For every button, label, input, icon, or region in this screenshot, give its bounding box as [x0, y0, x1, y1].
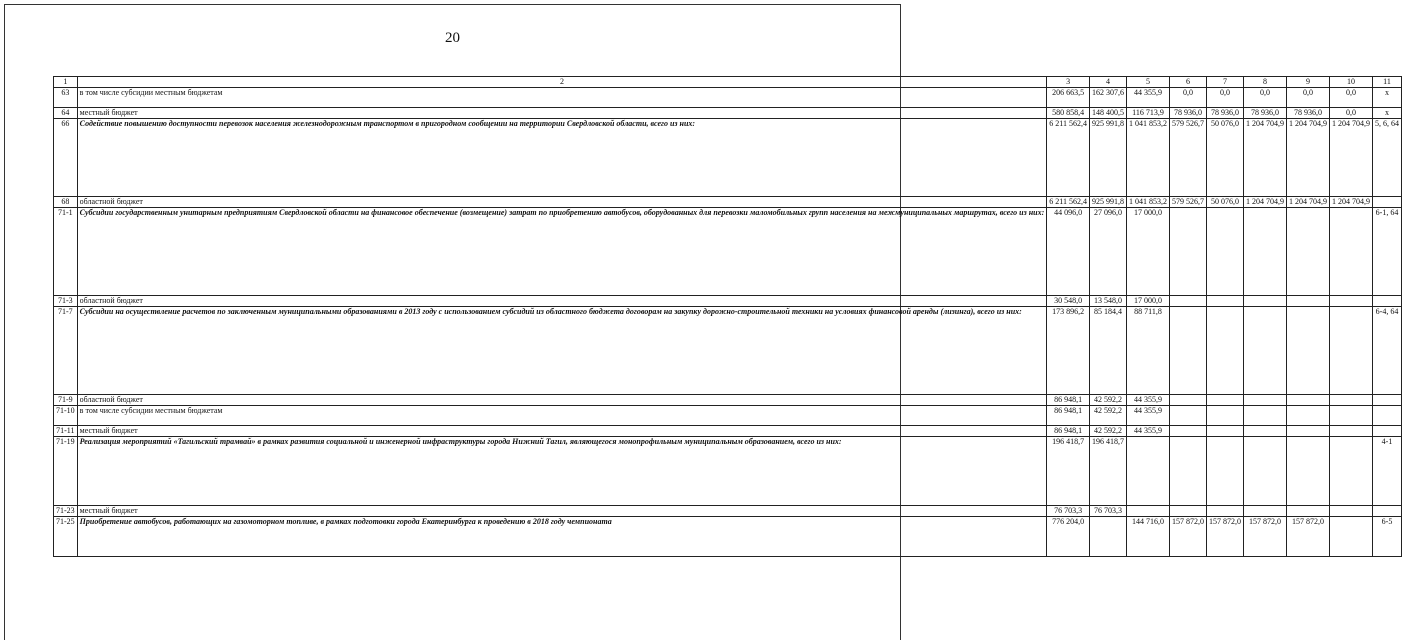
- row-amount: 196 418,7: [1047, 437, 1090, 506]
- row-amount: 162 307,6: [1090, 87, 1127, 107]
- row-amount: [1170, 437, 1207, 506]
- row-amount: [1287, 406, 1330, 426]
- row-amount: 0,0: [1330, 108, 1373, 119]
- table-row: [54, 208, 1402, 296]
- column-header: 3: [1047, 77, 1090, 88]
- row-amount: [1207, 296, 1244, 307]
- column-header: 8: [1244, 77, 1287, 88]
- row-amount: 50 076,0: [1207, 197, 1244, 208]
- row-amount: [1330, 437, 1373, 506]
- row-amount: [1170, 208, 1207, 296]
- row-amount: 6 211 562,4: [1047, 118, 1090, 197]
- row-amount: 0,0: [1330, 87, 1373, 107]
- row-amount: 580 858,4: [1047, 108, 1090, 119]
- row-amount: 0,0: [1287, 87, 1330, 107]
- table-row: [54, 516, 1402, 556]
- table-row: [54, 406, 1402, 426]
- row-amount: [1287, 208, 1330, 296]
- row-amount: 1 204 704,9: [1287, 118, 1330, 197]
- row-description: областной бюджет: [77, 197, 1047, 208]
- table-row: [54, 296, 1402, 307]
- row-reference: [1373, 395, 1402, 406]
- row-amount: 44 096,0: [1047, 208, 1090, 296]
- row-amount: [1170, 426, 1207, 437]
- row-amount: [1207, 395, 1244, 406]
- row-amount: 157 872,0: [1287, 516, 1330, 556]
- row-amount: [1330, 208, 1373, 296]
- row-number: 71-10: [54, 406, 78, 426]
- column-header: 5: [1127, 77, 1170, 88]
- column-header: 9: [1287, 77, 1330, 88]
- row-amount: [1207, 426, 1244, 437]
- row-amount: 776 204,0: [1047, 516, 1090, 556]
- row-reference: [1373, 296, 1402, 307]
- row-amount: [1287, 506, 1330, 517]
- budget-table: [53, 76, 1402, 557]
- table-body: [54, 87, 1402, 556]
- row-description: областной бюджет: [77, 296, 1047, 307]
- row-amount: 17 000,0: [1127, 296, 1170, 307]
- row-amount: [1170, 395, 1207, 406]
- row-amount: [1287, 307, 1330, 395]
- table-row: [54, 197, 1402, 208]
- row-reference: х: [1373, 87, 1402, 107]
- row-reference: [1373, 406, 1402, 426]
- row-amount: [1330, 395, 1373, 406]
- row-amount: 1 204 704,9: [1330, 118, 1373, 197]
- row-number: 66: [54, 118, 78, 197]
- row-description: в том числе субсидии местным бюджетам: [77, 87, 1047, 107]
- row-amount: 0,0: [1170, 87, 1207, 107]
- row-amount: [1207, 307, 1244, 395]
- row-reference: 6-4, 64: [1373, 307, 1402, 395]
- row-number: 71-23: [54, 506, 78, 517]
- row-amount: [1170, 406, 1207, 426]
- row-description: Приобретение автобусов, работающих на газомоторном топливе, в рамках подготовки города Екатеринбурга к проведению в 2018 году чемпионата: [77, 516, 1047, 556]
- row-amount: 78 936,0: [1287, 108, 1330, 119]
- row-number: 71-19: [54, 437, 78, 506]
- row-reference: [1373, 197, 1402, 208]
- row-amount: 206 663,5: [1047, 87, 1090, 107]
- table-row: [54, 87, 1402, 107]
- row-description: местный бюджет: [77, 108, 1047, 119]
- row-reference: 6-1, 64: [1373, 208, 1402, 296]
- row-description: Субсидии государственным унитарным предприятиям Свердловской области на финансовое обеспечение (возмещение) затрат по приобретению автобусов, оборудованных для перевозки маломобильных групп населения на межмуниципальных маршрутах, всего из них:: [77, 208, 1047, 296]
- row-amount: 13 548,0: [1090, 296, 1127, 307]
- row-description: Содействие повышению доступности перевозок населения железнодорожным транспортом в пригородном сообщении на территории Свердловской области, всего из них:: [77, 118, 1047, 197]
- row-amount: 42 592,2: [1090, 406, 1127, 426]
- row-amount: 925 991,8: [1090, 197, 1127, 208]
- row-amount: [1207, 506, 1244, 517]
- row-amount: [1330, 307, 1373, 395]
- row-amount: 579 526,7: [1170, 118, 1207, 197]
- row-amount: 86 948,1: [1047, 395, 1090, 406]
- row-amount: [1170, 296, 1207, 307]
- row-amount: 579 526,7: [1170, 197, 1207, 208]
- table-row: [54, 307, 1402, 395]
- row-amount: 86 948,1: [1047, 426, 1090, 437]
- row-reference: х: [1373, 108, 1402, 119]
- row-amount: 50 076,0: [1207, 118, 1244, 197]
- row-amount: [1127, 506, 1170, 517]
- page-frame-left: [4, 4, 5, 640]
- row-amount: 1 204 704,9: [1330, 197, 1373, 208]
- table-row: [54, 426, 1402, 437]
- column-header: 2: [77, 77, 1047, 88]
- row-amount: 148 400,5: [1090, 108, 1127, 119]
- row-amount: 157 872,0: [1170, 516, 1207, 556]
- row-number: 71-11: [54, 426, 78, 437]
- row-amount: [1287, 296, 1330, 307]
- row-amount: [1244, 208, 1287, 296]
- row-amount: [1244, 395, 1287, 406]
- row-number: 71-7: [54, 307, 78, 395]
- row-amount: 44 355,9: [1127, 87, 1170, 107]
- row-reference: 6-5: [1373, 516, 1402, 556]
- table-row: [54, 108, 1402, 119]
- row-amount: [1287, 395, 1330, 406]
- row-amount: 196 418,7: [1090, 437, 1127, 506]
- row-amount: 78 936,0: [1244, 108, 1287, 119]
- row-description: областной бюджет: [77, 395, 1047, 406]
- column-header: 6: [1170, 77, 1207, 88]
- row-amount: 1 041 853,2: [1127, 118, 1170, 197]
- row-amount: 86 948,1: [1047, 406, 1090, 426]
- row-amount: 1 204 704,9: [1244, 197, 1287, 208]
- table-header-row: [54, 77, 1402, 88]
- row-number: 63: [54, 87, 78, 107]
- row-amount: [1244, 296, 1287, 307]
- row-amount: [1330, 426, 1373, 437]
- column-header: 1: [54, 77, 78, 88]
- row-amount: [1330, 506, 1373, 517]
- row-amount: 116 713,9: [1127, 108, 1170, 119]
- row-amount: 173 896,2: [1047, 307, 1090, 395]
- row-amount: 925 991,8: [1090, 118, 1127, 197]
- row-amount: [1244, 307, 1287, 395]
- row-amount: 44 355,9: [1127, 395, 1170, 406]
- row-amount: 76 703,3: [1090, 506, 1127, 517]
- column-header: 7: [1207, 77, 1244, 88]
- row-reference: 4-1: [1373, 437, 1402, 506]
- row-number: 71-9: [54, 395, 78, 406]
- row-amount: 42 592,2: [1090, 395, 1127, 406]
- row-reference: 5, 6, 64: [1373, 118, 1402, 197]
- page-number: 20: [445, 30, 460, 46]
- row-amount: 44 355,9: [1127, 426, 1170, 437]
- table-row: [54, 437, 1402, 506]
- page-frame-top: [4, 4, 901, 5]
- row-amount: 44 355,9: [1127, 406, 1170, 426]
- table-row: [54, 506, 1402, 517]
- row-amount: 144 716,0: [1127, 516, 1170, 556]
- row-number: 71-25: [54, 516, 78, 556]
- row-reference: [1373, 426, 1402, 437]
- row-amount: [1244, 426, 1287, 437]
- row-amount: [1170, 506, 1207, 517]
- row-amount: 85 184,4: [1090, 307, 1127, 395]
- row-description: в том числе субсидии местным бюджетам: [77, 406, 1047, 426]
- row-amount: [1287, 437, 1330, 506]
- column-header: 10: [1330, 77, 1373, 88]
- row-amount: [1170, 307, 1207, 395]
- row-amount: [1207, 406, 1244, 426]
- row-amount: [1207, 208, 1244, 296]
- row-number: 64: [54, 108, 78, 119]
- column-header: 11: [1373, 77, 1402, 88]
- column-header: 4: [1090, 77, 1127, 88]
- row-amount: [1244, 506, 1287, 517]
- row-amount: 76 703,3: [1047, 506, 1090, 517]
- row-amount: [1287, 426, 1330, 437]
- table-row: [54, 395, 1402, 406]
- row-amount: [1127, 437, 1170, 506]
- row-reference: [1373, 506, 1402, 517]
- row-description: Реализация мероприятий «Тагильский трамвай» в рамках развития социальной и инженерной инфраструктуры города Нижний Тагил, являющегося монопрофильным муниципальным образованием, всего из них:: [77, 437, 1047, 506]
- row-amount: 6 211 562,4: [1047, 197, 1090, 208]
- row-description: местный бюджет: [77, 426, 1047, 437]
- row-amount: [1330, 406, 1373, 426]
- row-amount: 1 041 853,2: [1127, 197, 1170, 208]
- row-amount: 1 204 704,9: [1244, 118, 1287, 197]
- row-amount: [1090, 516, 1127, 556]
- row-amount: [1207, 437, 1244, 506]
- row-amount: 78 936,0: [1207, 108, 1244, 119]
- row-amount: 157 872,0: [1244, 516, 1287, 556]
- row-number: 71-1: [54, 208, 78, 296]
- table-row: [54, 118, 1402, 197]
- row-amount: [1244, 406, 1287, 426]
- row-amount: 27 096,0: [1090, 208, 1127, 296]
- row-description: Субсидии на осуществление расчетов по заключенным муниципальными образованиями в 2013 году с использованием субсидий из областного бюджета договорам на закупку дорожно-строительной техники на условиях финансовой аренды (лизинга), всего из них:: [77, 307, 1047, 395]
- row-number: 68: [54, 197, 78, 208]
- row-amount: 30 548,0: [1047, 296, 1090, 307]
- row-description: местный бюджет: [77, 506, 1047, 517]
- row-amount: 0,0: [1244, 87, 1287, 107]
- row-amount: 157 872,0: [1207, 516, 1244, 556]
- row-amount: 88 711,8: [1127, 307, 1170, 395]
- row-amount: 78 936,0: [1170, 108, 1207, 119]
- row-amount: [1244, 437, 1287, 506]
- row-number: 71-3: [54, 296, 78, 307]
- row-amount: 0,0: [1207, 87, 1244, 107]
- row-amount: 1 204 704,9: [1287, 197, 1330, 208]
- row-amount: [1330, 516, 1373, 556]
- row-amount: [1330, 296, 1373, 307]
- row-amount: 17 000,0: [1127, 208, 1170, 296]
- row-amount: 42 592,2: [1090, 426, 1127, 437]
